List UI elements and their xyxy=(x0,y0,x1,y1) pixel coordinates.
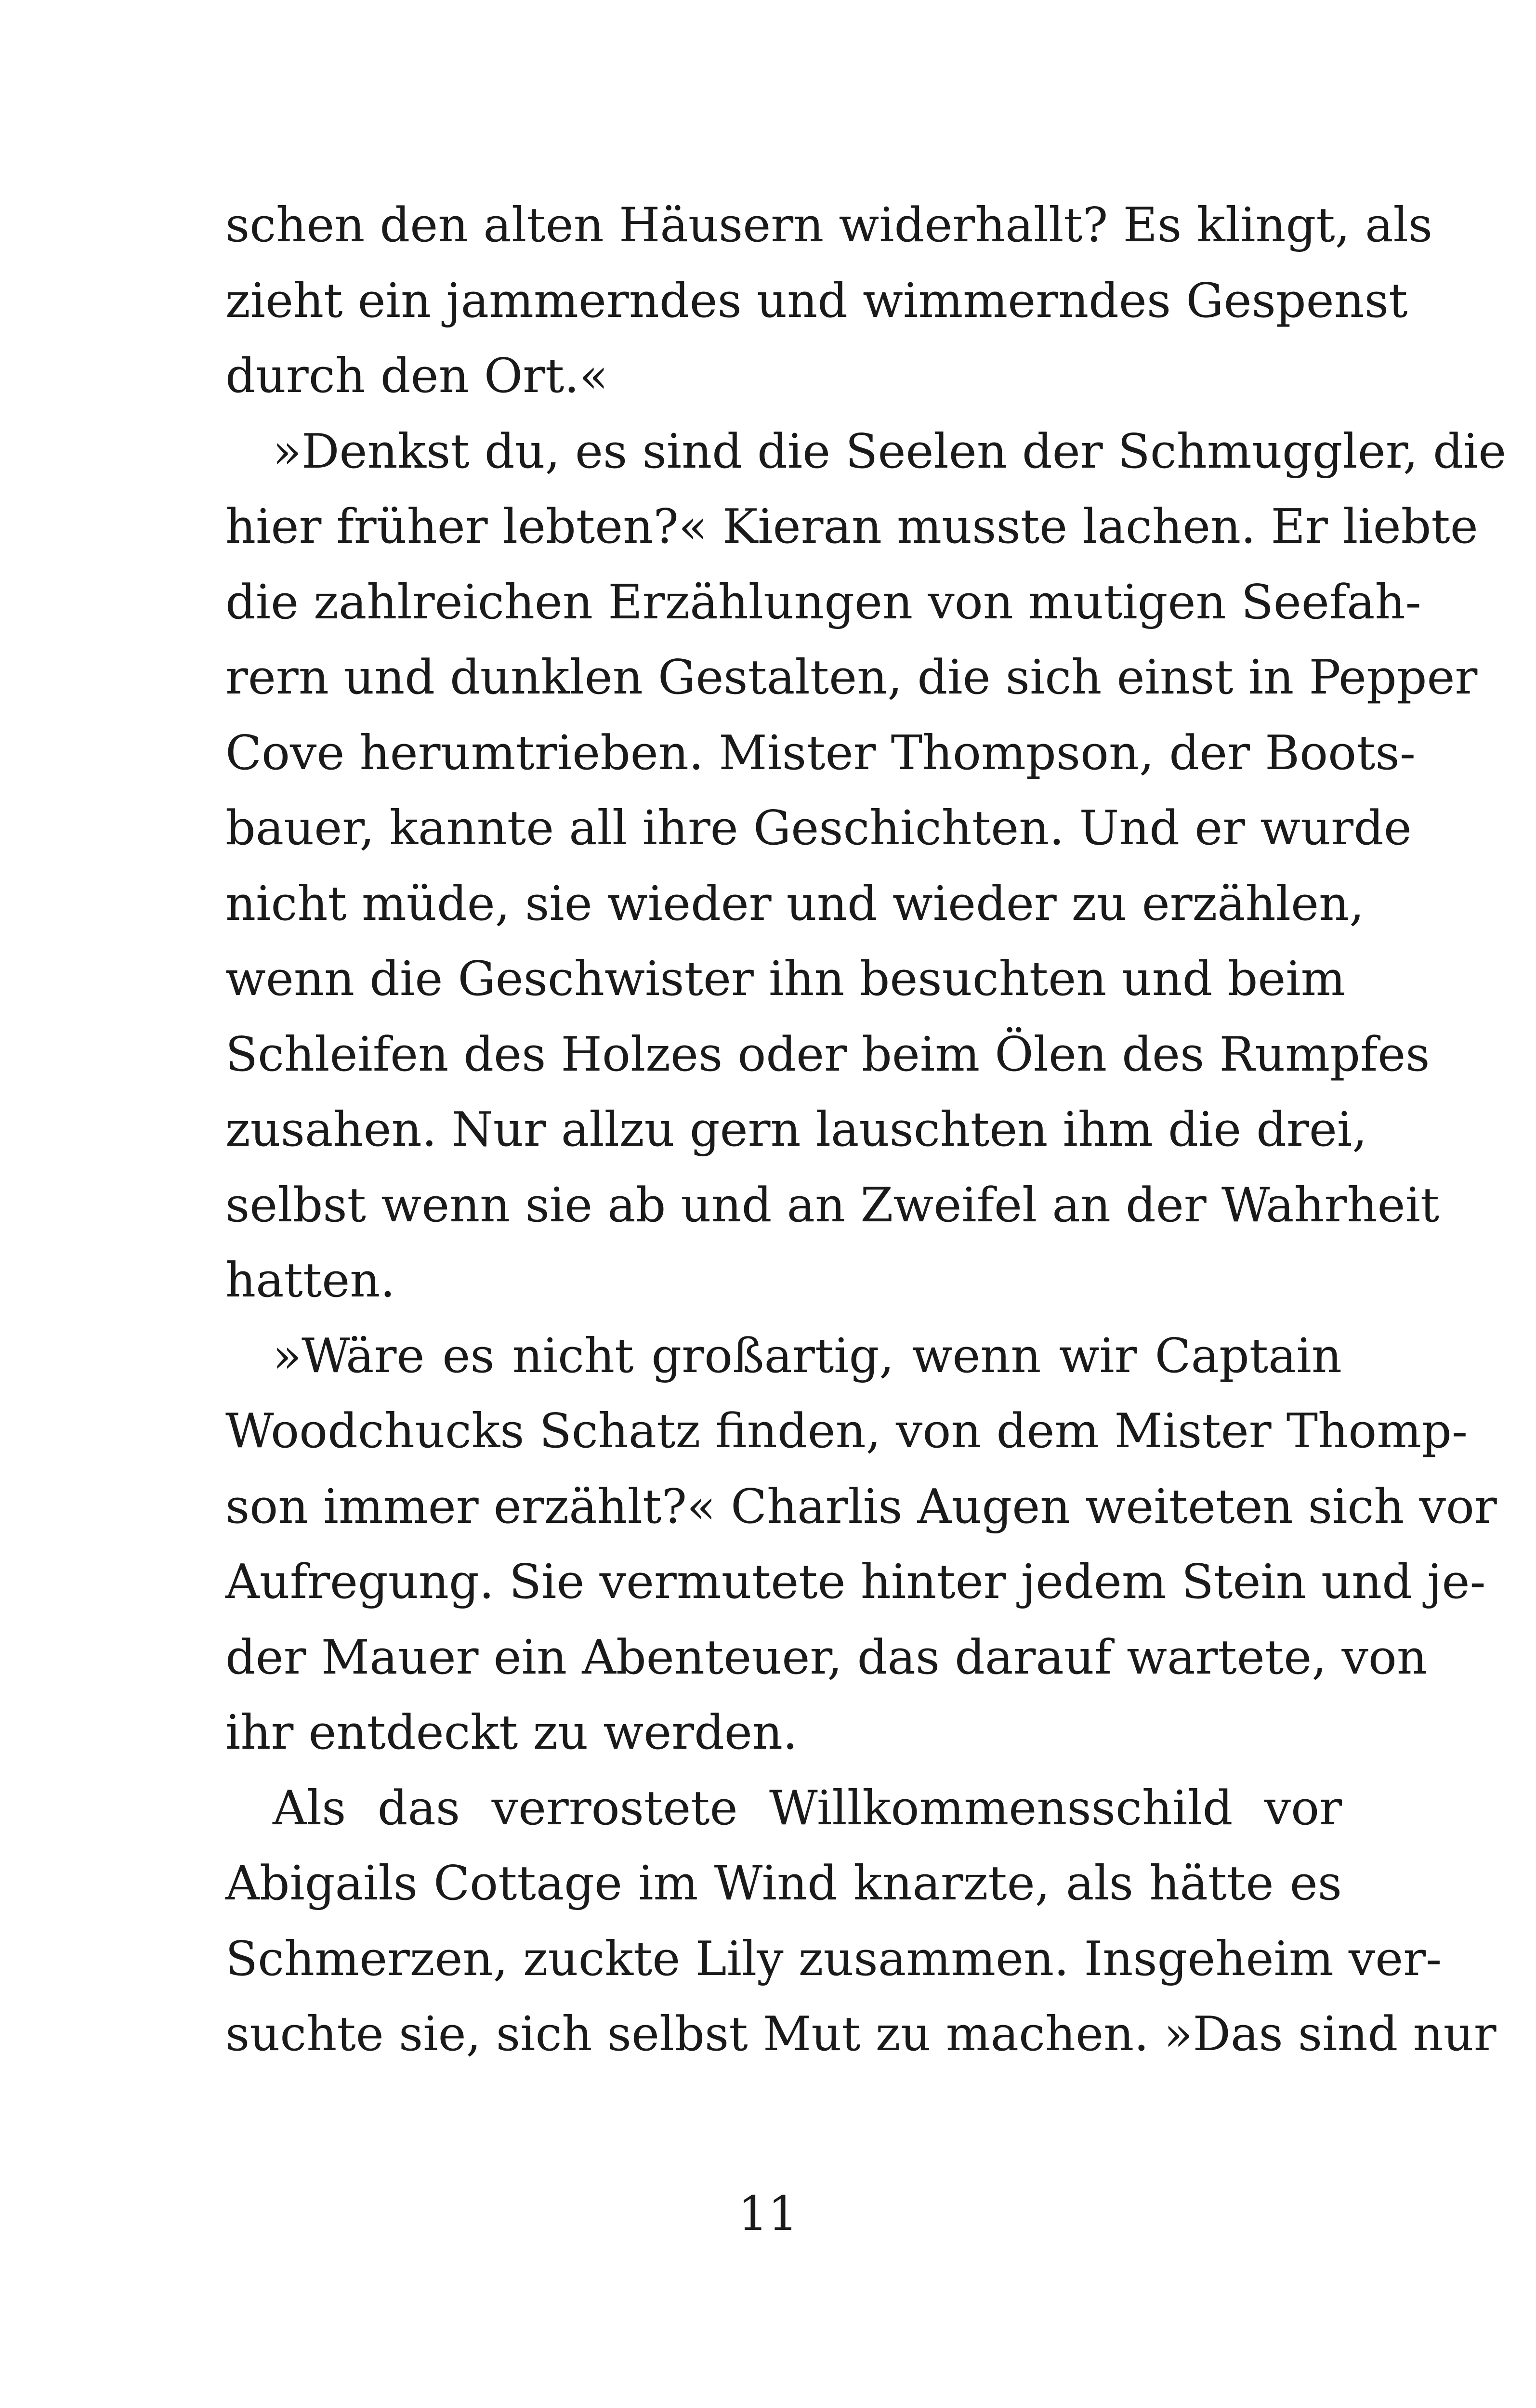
text-line: »Denkst du, es sind die Seelen der Schmuggler, die xyxy=(273,424,1507,479)
text-line: durch den Ort.« xyxy=(225,349,608,404)
text-line: Abigails Cottage im Wind knarzte, als hätte es xyxy=(225,1856,1342,1911)
page-number: 11 xyxy=(738,2186,798,2241)
text-line: hatten. xyxy=(225,1253,395,1308)
text-line: Aufregung. Sie vermutete hinter jedem Stein und je- xyxy=(225,1555,1486,1610)
text-line: Als das verrostete Willkommensschild vor xyxy=(273,1780,1342,1836)
text-line: zieht ein jammerndes und wimmerndes Gespenst xyxy=(225,273,1408,328)
text-line: suchte sie, sich selbst Mut zu machen. »Das sind nur xyxy=(225,2007,1497,2062)
text-line: son immer erzählt?« Charlis Augen weiteten sich vor xyxy=(225,1479,1497,1534)
text-line: Cove herumtrieben. Mister Thompson, der Boots- xyxy=(225,725,1416,781)
text-line: Schleifen des Holzes oder beim Ölen des Rumpfes xyxy=(225,1027,1430,1082)
text-line: wenn die Geschwister ihn besuchten und beim xyxy=(225,952,1346,1007)
text-line: die zahlreichen Erzählungen von mutigen Seefah- xyxy=(225,575,1421,630)
text-line: zusahen. Nur allzu gern lauschten ihm die drei, xyxy=(225,1102,1367,1157)
text-line: »Wäre es nicht großartig, wenn wir Captain xyxy=(273,1328,1342,1384)
body-text xyxy=(225,188,1507,2072)
text-line: der Mauer ein Abenteuer, das darauf wartete, von xyxy=(225,1630,1427,1685)
text-line: ihr entdeckt zu werden. xyxy=(225,1705,798,1760)
text-line: Schmerzen, zuckte Lily zusammen. Insgeheim ver- xyxy=(225,1931,1442,1987)
text-line: rern und dunklen Gestalten, die sich einst in Pepper xyxy=(225,650,1478,705)
text-line: hier früher lebten?« Kieran musste lachen. Er liebte xyxy=(225,499,1478,554)
text-line: selbst wenn sie ab und an Zweifel an der Wahrheit xyxy=(225,1178,1440,1233)
text-line: schen den alten Häusern widerhallt? Es klingt, als xyxy=(225,198,1433,253)
text-line: bauer, kannte all ihre Geschichten. Und er wurde xyxy=(225,801,1412,856)
text-line: nicht müde, sie wieder und wieder zu erzählen, xyxy=(225,876,1365,931)
text-line: Woodchucks Schatz finden, von dem Mister Thomp- xyxy=(225,1404,1468,1459)
